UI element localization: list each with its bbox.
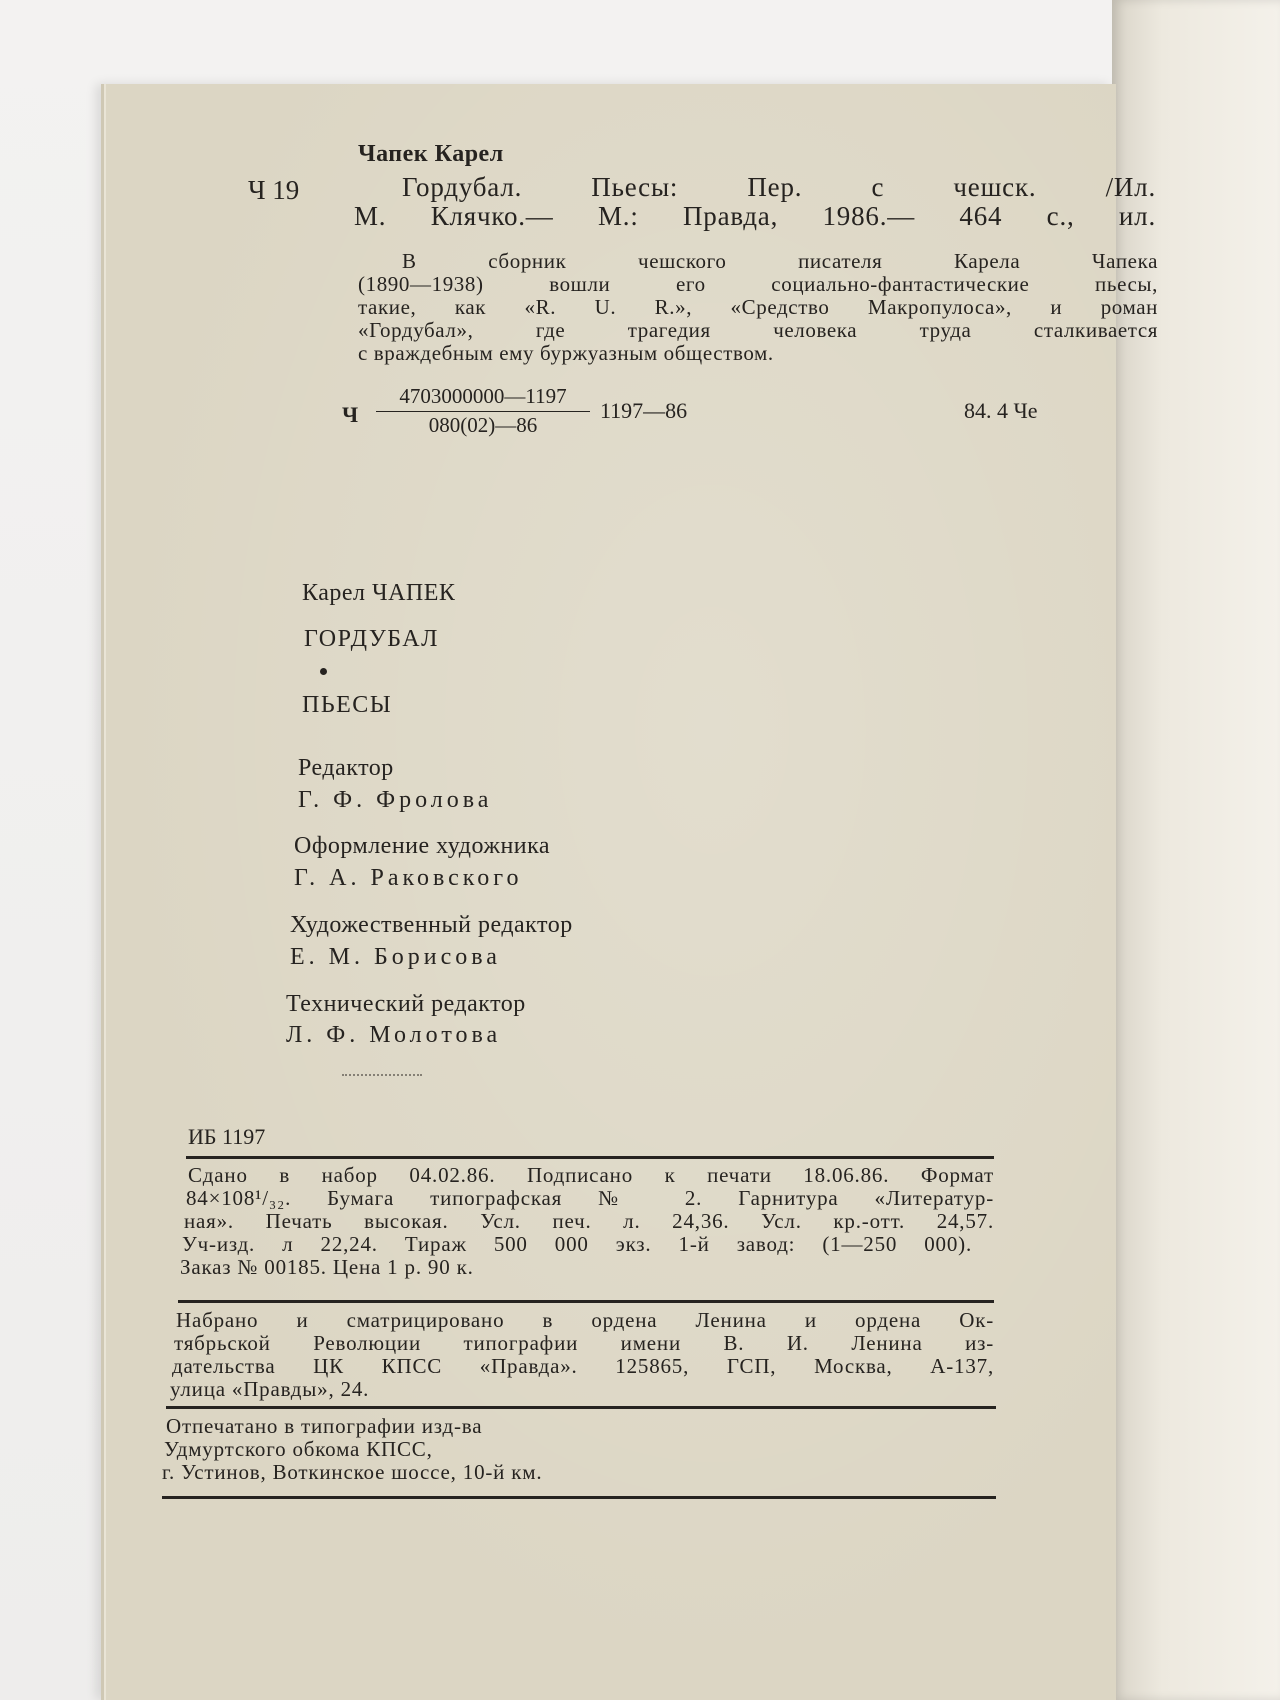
index-code: 1197—86 xyxy=(600,398,688,423)
book-page xyxy=(104,84,1158,1700)
staff-role: Технический редактор xyxy=(286,991,526,1017)
divider-rule xyxy=(186,1156,994,1159)
typeset-line: дательства ЦК КПСС «Правда». 125865, ГСП, Москва, А-137, xyxy=(172,1354,994,1378)
staff-role: Художественный редактор xyxy=(290,912,573,938)
bbk-code: 84. 4 Че xyxy=(964,398,1038,423)
decorative-mark xyxy=(342,1074,422,1079)
staff-role: Редактор xyxy=(298,755,394,781)
imprint-line: Уч-изд. л 22,24. Тираж 500 000 экз. 1-й завод: (1—250 000). xyxy=(182,1232,972,1256)
annotation-line: «Гордубал», где трагедия человека труда сталкивается xyxy=(358,318,1158,342)
index-letter: Ч xyxy=(342,402,359,427)
bullet-dot xyxy=(320,668,327,675)
divider-rule xyxy=(162,1496,996,1499)
imprint-line: Заказ № 00185. Цена 1 р. 90 к. xyxy=(180,1255,474,1279)
staff-role: Оформление художника xyxy=(294,833,551,859)
index-fraction xyxy=(376,384,590,438)
imprint-line: 84×108¹/₃₂. Бумага типографская № 2. Гарнитура «Литератур- xyxy=(186,1186,994,1210)
credits-title: ПЬЕСЫ xyxy=(302,692,393,718)
shelf-mark: Ч 19 xyxy=(248,175,300,205)
catalog-title-line: М. Клячко.— М.: Правда, 1986.— 464 с., ил. xyxy=(354,201,1156,231)
staff-person: Г. А. Раковского xyxy=(294,865,523,891)
index-denominator: 080(02)—86 xyxy=(428,413,538,437)
staff-person: Л. Ф. Молотова xyxy=(286,1022,502,1048)
annotation-line: с враждебным ему буржуазным обществом. xyxy=(358,341,774,365)
staff-person: Е. М. Борисова xyxy=(290,944,501,970)
printed-line: Отпечатано в типографии изд-ва xyxy=(166,1414,483,1438)
typeset-line: улица «Правды», 24. xyxy=(170,1377,370,1401)
index-numerator: 4703000000—1197 xyxy=(376,384,590,412)
credits-author: Карел ЧАПЕК xyxy=(302,580,456,606)
annotation-line: В сборник чешского писателя Карела Чапека xyxy=(402,249,1158,273)
imprint-line: Сдано в набор 04.02.86. Подписано к печати 18.06.86. Формат xyxy=(188,1163,994,1187)
typeset-line: Набрано и сматрицировано в ордена Ленина и ордена Ок- xyxy=(176,1308,994,1332)
staff-person: Г. Ф. Фролова xyxy=(298,787,493,813)
printed-line: г. Устинов, Воткинское шоссе, 10-й км. xyxy=(162,1460,543,1484)
catalog-author-heading: Чапек Карел xyxy=(358,141,504,167)
printed-line: Удмуртского обкома КПСС, xyxy=(164,1437,433,1461)
credits-title: ГОРДУБАЛ xyxy=(304,626,439,652)
catalog-title-line: Гордубал. Пьесы: Пер. с чешск. /Ил. xyxy=(402,172,1156,202)
divider-rule xyxy=(178,1300,994,1303)
typeset-line: тябрьской Революции типографии имени В. И. Ленина из- xyxy=(174,1331,994,1355)
ib-number: ИБ 1197 xyxy=(188,1124,266,1149)
annotation-line: такие, как «R. U. R.», «Средство Макропулоса», и роман xyxy=(358,295,1158,319)
divider-rule xyxy=(166,1406,996,1409)
imprint-line: ная». Печать высокая. Усл. печ. л. 24,36. Усл. кр.-отт. 24,57. xyxy=(184,1209,994,1233)
annotation-line: (1890—1938) вошли его социально-фантастические пьесы, xyxy=(358,272,1158,296)
